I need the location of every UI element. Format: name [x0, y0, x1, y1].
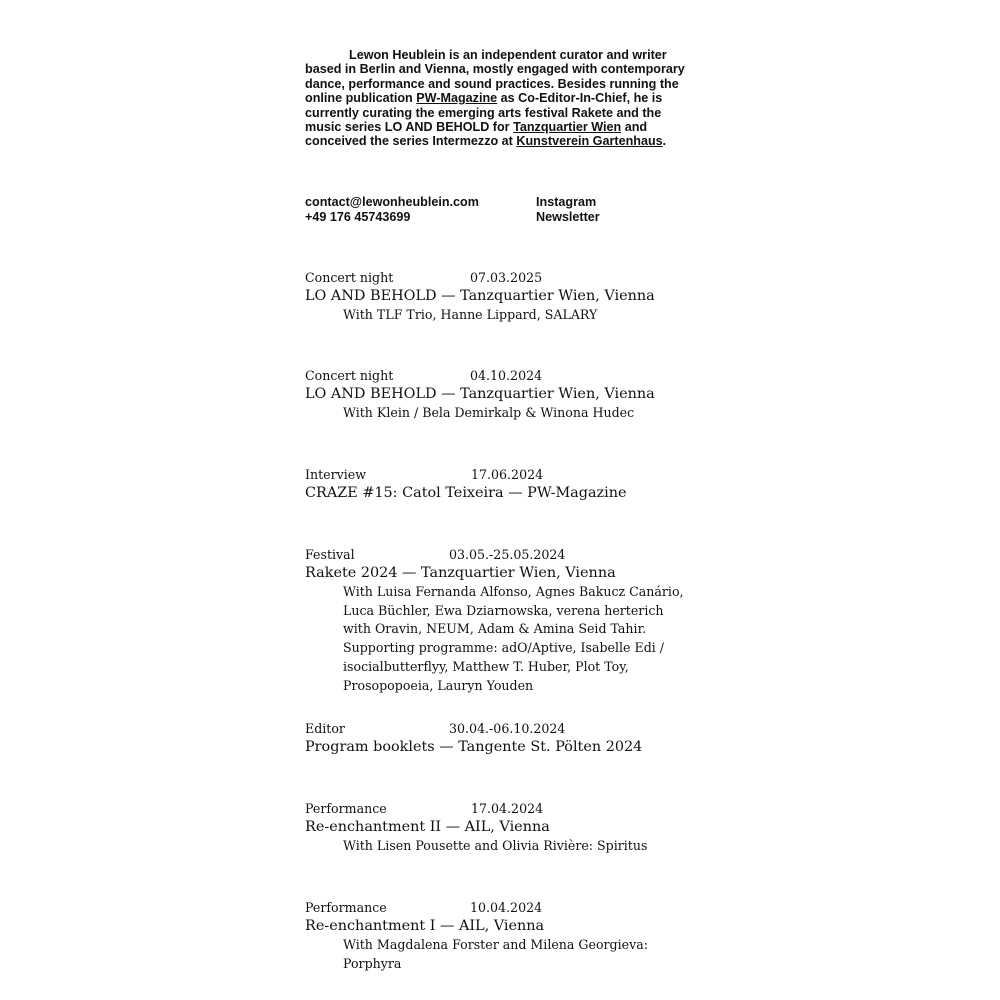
entry-meta — [305, 899, 705, 917]
entry-date: 07.03.2025 — [470, 270, 543, 285]
entry-title-link[interactable]: Re-enchantment I — AIL, Vienna — [305, 918, 545, 934]
entry-category: Performance — [305, 801, 387, 816]
entry-title-link[interactable]: LO AND BEHOLD — Tanzquartier Wien, Vienna — [305, 386, 655, 402]
entry-title-link[interactable]: LO AND BEHOLD — Tanzquartier Wien, Vienna — [305, 288, 655, 304]
entry-description: With Magdalena Forster and Milena Georgieva: Porphyra — [343, 937, 648, 971]
entry-category: Concert night — [305, 368, 394, 383]
bio-paragraph — [305, 48, 685, 149]
phone-link[interactable]: +49 176 45743699 — [305, 210, 411, 224]
entry-category: Performance — [305, 900, 387, 915]
entry-meta — [305, 466, 705, 484]
event-entry — [305, 720, 705, 756]
bio-text: . — [662, 134, 667, 149]
entry-date: 04.10.2024 — [470, 368, 543, 383]
entry-meta — [305, 367, 705, 385]
newsletter-link[interactable]: Newsletter — [536, 210, 600, 224]
entry-meta — [305, 269, 705, 287]
instagram-link[interactable]: Instagram — [536, 195, 597, 209]
entry-description: With TLF Trio, Hanne Lippard, SALARY — [343, 307, 598, 322]
entry-title-link[interactable]: Program booklets — Tangente St. Pölten 2024 — [305, 739, 643, 755]
event-entry — [305, 800, 705, 856]
contact-info — [305, 195, 479, 225]
email-link[interactable]: contact@lewonheublein.com — [305, 195, 479, 209]
entry-description: With Lisen Pousette and Olivia Rivière: Spiritus — [343, 838, 648, 853]
event-entry — [305, 466, 705, 502]
bio-text: Lewon Heublein is an independent curator and writer based in Berlin and Vienna, mostly engaged with contemporary dance, performance and sound practices. Besides running the online publication — [305, 48, 685, 106]
entry-description: With Klein / Bela Demirkalp & Winona Hudec — [343, 405, 635, 420]
entry-description: With Luisa Fernanda Alfonso, Agnes Bakucz Canário, Luca Büchler, Ewa Dziarnowska, verena herterich with Oravin, NEUM, Adam & Amina Seid Tahir. Supporting programme: adO/Aptive, Isabelle Edi / isocialbutterflyy, Matthew T. Huber, Plot Toy, Prosopopoeia, Lauryn Youden — [343, 584, 684, 693]
entry-date: 17.04.2024 — [471, 801, 544, 816]
bio-text: as Co-Editor-In-Chief, he is currently curating the emerging arts festival Rakete and the music series LO AND BEHOLD for — [305, 91, 663, 135]
event-entry — [305, 899, 705, 973]
entry-date: 10.04.2024 — [470, 900, 543, 915]
entry-title-link[interactable]: CRAZE #15: Catol Teixeira — PW-Magazine — [305, 485, 627, 501]
event-entry — [305, 546, 705, 695]
pw-magazine-link[interactable]: PW-Magazine — [416, 91, 498, 106]
entry-date: 30.04.-06.10.2024 — [449, 721, 566, 736]
event-entry — [305, 269, 705, 325]
social-links — [536, 195, 600, 225]
entry-title-link[interactable]: Rakete 2024 — Tanzquartier Wien, Vienna — [305, 565, 616, 581]
tanzquartier-wien-link[interactable]: Tanzquartier Wien — [513, 120, 622, 135]
entry-category: Editor — [305, 721, 345, 736]
kunstverein-gartenhaus-link[interactable]: Kunstverein Gartenhaus — [516, 134, 663, 149]
entry-date: 17.06.2024 — [471, 467, 544, 482]
entry-title-link[interactable]: Re-enchantment II — AIL, Vienna — [305, 819, 550, 835]
entry-date: 03.05.-25.05.2024 — [449, 547, 566, 562]
entry-meta — [305, 720, 705, 738]
entry-category: Concert night — [305, 270, 394, 285]
entry-category: Festival — [305, 547, 355, 562]
entry-meta — [305, 546, 705, 564]
bio-text: and conceived the series Intermezzo at — [305, 120, 648, 149]
entry-category: Interview — [305, 467, 366, 482]
entry-meta — [305, 800, 705, 818]
event-entry — [305, 367, 705, 423]
